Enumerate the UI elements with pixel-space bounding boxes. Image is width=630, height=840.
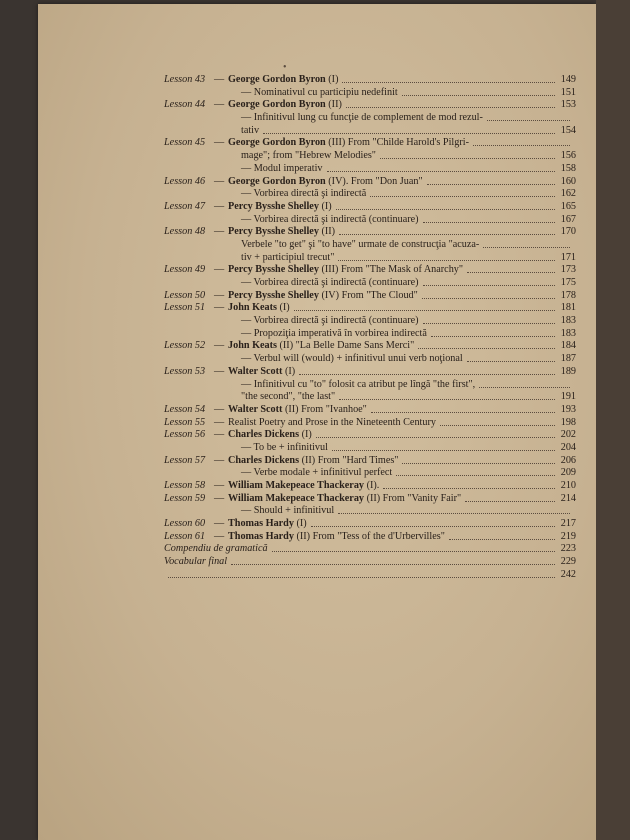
page-number: 187 xyxy=(560,353,576,365)
dot-leader xyxy=(342,82,555,83)
page-number: 171 xyxy=(560,251,576,263)
dot-leader xyxy=(423,285,555,286)
dot-leader xyxy=(422,298,555,299)
entry-text xyxy=(241,239,479,252)
lesson-dash: — xyxy=(214,340,225,352)
entry-author: Walter Scott xyxy=(228,365,283,377)
lesson-dash: — xyxy=(214,365,225,377)
entry-title: — Verbul will (would) + infinitivul unui verb noţional xyxy=(241,353,463,365)
entry-title: — Infinitivul cu "to" folosit ca atribut pe lîngă "the first", xyxy=(241,378,476,390)
entry-author: George Gordon Byron xyxy=(228,137,326,149)
lesson-dash: — xyxy=(214,416,225,428)
entry-text xyxy=(228,531,445,544)
lesson-label: Lesson 60 xyxy=(164,518,206,530)
toc-row xyxy=(38,366,596,379)
lesson-label: Lesson 50 xyxy=(164,289,206,301)
entry-text xyxy=(241,353,463,366)
toc-row xyxy=(38,518,596,531)
entry-author: George Gordon Byron xyxy=(228,74,326,85)
book-page xyxy=(38,4,596,840)
page-number: 158 xyxy=(560,162,576,174)
lesson-label: Lesson 52 xyxy=(164,340,206,352)
entry-title: (I) xyxy=(318,200,332,212)
entry-title: — To be + infinitivul xyxy=(241,441,328,453)
page-number: 149 xyxy=(560,74,576,85)
entry-text xyxy=(241,277,419,290)
page-number: 156 xyxy=(560,150,576,162)
toc-row xyxy=(38,391,596,404)
lesson-dash: — xyxy=(214,429,225,441)
entry-text xyxy=(228,302,290,315)
page-number: 217 xyxy=(560,518,576,530)
entry-text xyxy=(228,340,414,353)
lesson-label: Lesson 47 xyxy=(164,200,206,212)
toc-row xyxy=(38,328,596,341)
dot-leader xyxy=(272,551,555,552)
entry-text xyxy=(228,493,461,506)
dot-leader xyxy=(339,399,555,400)
lesson-dash: — xyxy=(214,518,225,530)
lesson-dash: — xyxy=(214,200,225,212)
entry-title: — Propoziţia imperativă în vorbirea indirectă xyxy=(241,327,427,339)
entry-text xyxy=(228,455,398,468)
toc-row xyxy=(38,214,596,227)
dot-leader xyxy=(370,196,555,197)
dot-leader xyxy=(294,310,555,311)
entry-title: Realist Poetry and Prose in the Nineteenth Century xyxy=(228,416,436,428)
toc-row xyxy=(38,353,596,366)
entry-author: Percy Bysshe Shelley xyxy=(228,289,319,301)
page-number: 229 xyxy=(560,556,576,568)
toc-row xyxy=(38,150,596,163)
entry-title: Verbele "to get" şi "to have" urmate de construcţia "acuza- xyxy=(241,238,480,250)
page-number: 160 xyxy=(560,175,576,187)
dot-leader xyxy=(346,107,555,108)
dot-leader xyxy=(380,158,555,159)
dot-leader xyxy=(473,145,570,146)
lesson-dash: — xyxy=(214,492,225,504)
entry-text xyxy=(241,214,419,227)
lesson-dash: — xyxy=(214,99,225,111)
lesson-label: Lesson 43 xyxy=(164,74,206,85)
dot-leader xyxy=(440,425,555,426)
entry-title: (I) xyxy=(276,302,290,314)
lesson-label: Lesson 49 xyxy=(164,264,206,276)
dot-leader xyxy=(467,272,555,273)
toc-row xyxy=(38,176,596,189)
entry-author: Charles Dickens xyxy=(228,454,300,466)
page-number: 167 xyxy=(560,213,576,225)
entry-text xyxy=(241,379,475,392)
page-number: 154 xyxy=(560,124,576,136)
entry-text xyxy=(241,252,334,265)
lesson-label: Lesson 51 xyxy=(164,302,206,314)
toc-row xyxy=(38,290,596,303)
page-number: 153 xyxy=(560,99,576,111)
lesson-label: Lesson 56 xyxy=(164,429,206,441)
page-number: 210 xyxy=(560,480,576,491)
page-number: 242 xyxy=(560,568,576,580)
entry-title: "the second", "the last" xyxy=(241,391,336,403)
entry-author: John Keats xyxy=(228,302,277,314)
entry-text xyxy=(241,391,335,404)
toc-row xyxy=(38,315,596,328)
dot-leader xyxy=(479,387,570,388)
entry-text xyxy=(228,429,312,442)
dot-leader xyxy=(316,437,555,438)
entry-text xyxy=(241,328,427,341)
dot-leader xyxy=(311,526,555,527)
dot-leader xyxy=(371,412,555,413)
toc-row xyxy=(38,277,596,290)
page-mark: • xyxy=(283,62,287,73)
entry-title: — Vorbirea directă şi indirectă (continuare) xyxy=(241,213,419,225)
dot-leader xyxy=(423,222,555,223)
entry-title: (IV) From "The Cloud" xyxy=(318,289,418,301)
entry-title: (II) From "Tess of the d'Urbervilles" xyxy=(293,530,445,542)
dot-leader xyxy=(402,95,555,96)
dot-leader xyxy=(483,247,570,248)
lesson-dash: — xyxy=(214,302,225,314)
entry-text xyxy=(228,518,307,531)
lesson-label: Vocabular final xyxy=(164,556,228,568)
page-number: 198 xyxy=(560,416,576,428)
dot-leader xyxy=(467,361,555,362)
toc-row xyxy=(38,99,596,112)
entry-title: — Vorbirea directă şi indirectă (continuare) xyxy=(241,315,419,327)
page-number: 193 xyxy=(560,403,576,415)
entry-title: — Infinitivul lung cu funcţie de complement de mod rezul- xyxy=(241,112,483,124)
entry-title: (III) From "Childe Harold's Pilgri- xyxy=(325,137,469,149)
lesson-dash: — xyxy=(214,289,225,301)
toc-row xyxy=(38,137,596,150)
toc-row xyxy=(38,404,596,417)
lesson-label: Compendiu de gramatică xyxy=(164,543,268,555)
toc-row xyxy=(38,569,596,582)
page-number: 181 xyxy=(560,302,576,314)
entry-text xyxy=(228,417,436,430)
lesson-dash: — xyxy=(214,175,225,187)
dot-leader xyxy=(263,133,555,134)
entry-author: John Keats xyxy=(228,340,277,352)
toc-row xyxy=(38,543,596,556)
toc-row xyxy=(38,87,596,100)
entry-text xyxy=(241,188,366,201)
lesson-label: Lesson 45 xyxy=(164,137,206,149)
book-spine xyxy=(596,0,630,840)
toc-row xyxy=(38,226,596,239)
entry-author: George Gordon Byron xyxy=(228,99,326,111)
page-number: 214 xyxy=(560,492,576,504)
lesson-label: Lesson 46 xyxy=(164,175,206,187)
toc-row xyxy=(38,264,596,277)
dot-leader xyxy=(336,209,555,210)
page-number: 183 xyxy=(560,327,576,339)
entry-text xyxy=(228,137,469,150)
entry-text xyxy=(241,467,392,480)
entry-text xyxy=(228,74,338,87)
lesson-dash: — xyxy=(214,264,225,276)
toc-row xyxy=(38,455,596,468)
lesson-dash: — xyxy=(214,137,225,149)
entry-text xyxy=(228,290,418,303)
entry-title: (I) xyxy=(325,74,339,85)
lesson-label: Lesson 59 xyxy=(164,492,206,504)
lesson-dash: — xyxy=(214,403,225,415)
entry-author: Percy Bysshe Shelley xyxy=(228,226,319,238)
toc-row xyxy=(38,340,596,353)
page-number: 173 xyxy=(560,264,576,276)
entry-author: Percy Bysshe Shelley xyxy=(228,264,319,276)
entry-author: Walter Scott xyxy=(228,403,283,415)
page-number: 223 xyxy=(560,543,576,555)
entry-text xyxy=(241,87,398,100)
toc-row xyxy=(38,417,596,430)
toc-row xyxy=(38,188,596,201)
entry-title: — Verbe modale + infinitivul perfect xyxy=(241,467,393,479)
dot-leader xyxy=(339,234,555,235)
entry-text xyxy=(228,99,342,112)
entry-author: William Makepeace Thackeray xyxy=(228,480,365,491)
page-number: 189 xyxy=(560,365,576,377)
entry-author: Thomas Hardy xyxy=(228,518,294,530)
entry-text xyxy=(228,226,335,239)
toc-row xyxy=(38,112,596,125)
lesson-dash: — xyxy=(214,530,225,542)
toc-row xyxy=(38,201,596,214)
entry-text xyxy=(228,264,463,277)
toc-row xyxy=(38,429,596,442)
entry-text xyxy=(241,442,328,455)
toc-row xyxy=(38,125,596,138)
lesson-label: Lesson 48 xyxy=(164,226,206,238)
entry-text xyxy=(241,112,483,125)
page-number: 184 xyxy=(560,340,576,352)
entry-text xyxy=(228,480,379,493)
entry-title: — Should + infinitivul xyxy=(241,505,335,517)
entry-text xyxy=(241,315,419,328)
dot-leader xyxy=(338,260,555,261)
lesson-label: Lesson 53 xyxy=(164,365,206,377)
toc-row xyxy=(38,379,596,392)
page-number: 170 xyxy=(560,226,576,238)
dot-leader xyxy=(332,450,555,451)
lesson-label: Lesson 58 xyxy=(164,480,206,491)
toc-row xyxy=(38,74,596,87)
entry-title: — Vorbirea directă şi indirectă (continuare) xyxy=(241,277,419,288)
page-number: 165 xyxy=(560,200,576,212)
page-number: 183 xyxy=(560,315,576,327)
dot-leader xyxy=(338,513,570,514)
entry-text xyxy=(228,404,367,417)
entry-author: Thomas Hardy xyxy=(228,530,294,542)
toc-row xyxy=(38,480,596,493)
dot-leader xyxy=(418,348,555,349)
lesson-label: Lesson 54 xyxy=(164,403,206,415)
dot-leader xyxy=(465,501,555,502)
toc-row xyxy=(38,493,596,506)
page-number: 151 xyxy=(560,86,576,98)
dot-leader xyxy=(423,323,555,324)
toc-row xyxy=(38,556,596,569)
lesson-dash: — xyxy=(214,454,225,466)
lesson-dash: — xyxy=(214,480,225,491)
toc-row xyxy=(38,302,596,315)
toc-row xyxy=(38,442,596,455)
entry-text xyxy=(228,201,332,214)
toc-row xyxy=(38,252,596,265)
entry-title: tativ xyxy=(241,124,260,136)
page-number: 175 xyxy=(560,277,576,288)
entry-title: (I) xyxy=(293,518,307,530)
entry-text xyxy=(228,366,295,379)
entry-title: (II) "La Belle Dame Sans Merci" xyxy=(276,340,415,352)
entry-title: — Modul imperativ xyxy=(241,162,323,174)
entry-text xyxy=(241,125,259,138)
page-number: 206 xyxy=(560,454,576,466)
page-number: 204 xyxy=(560,441,576,453)
table-of-contents xyxy=(38,74,596,582)
dot-leader xyxy=(431,336,555,337)
entry-title: (IV). From "Don Juan" xyxy=(325,175,423,187)
entry-title: tiv + participiul trecut" xyxy=(241,251,335,263)
page-number: 202 xyxy=(560,429,576,441)
toc-row xyxy=(38,163,596,176)
entry-text xyxy=(228,176,423,189)
lesson-dash: — xyxy=(214,226,225,238)
dot-leader xyxy=(299,374,555,375)
entry-title: mage"; from "Hebrew Melodies" xyxy=(241,150,376,162)
dot-leader xyxy=(427,184,555,185)
entry-title: (II) xyxy=(325,99,342,111)
toc-row xyxy=(38,531,596,544)
dot-leader xyxy=(449,539,555,540)
dot-leader xyxy=(327,171,555,172)
entry-title: (I) xyxy=(282,365,296,377)
toc-row xyxy=(38,505,596,518)
entry-title: (II) xyxy=(318,226,336,238)
entry-author: Percy Bysshe Shelley xyxy=(228,200,319,212)
dot-leader xyxy=(168,577,555,578)
toc-row xyxy=(38,467,596,480)
dot-leader xyxy=(396,475,555,476)
entry-title: (I) xyxy=(299,429,312,441)
entry-title: (II) From "Hard Times" xyxy=(299,454,399,466)
entry-text xyxy=(241,150,376,163)
dot-leader xyxy=(231,564,555,565)
entry-title: — Vorbirea directă şi indirectă xyxy=(241,188,367,200)
entry-author: William Makepeace Thackeray xyxy=(228,492,365,504)
entry-text xyxy=(241,163,323,176)
lesson-dash: — xyxy=(214,74,225,85)
entry-author: Charles Dickens xyxy=(228,429,300,441)
entry-title: (II) From "Vanity Fair" xyxy=(364,492,462,504)
entry-title: (II) From "Ivanhoe" xyxy=(282,403,367,415)
lesson-label: Lesson 57 xyxy=(164,454,206,466)
page-number: 162 xyxy=(560,188,576,200)
lesson-label: Lesson 61 xyxy=(164,530,206,542)
entry-text xyxy=(241,505,334,518)
dot-leader xyxy=(383,488,555,489)
page-number: 209 xyxy=(560,467,576,479)
dot-leader xyxy=(487,120,570,121)
page-number: 178 xyxy=(560,289,576,301)
toc-row xyxy=(38,239,596,252)
dot-leader xyxy=(402,463,555,464)
entry-title: (III) From "The Mask of Anarchy" xyxy=(318,264,464,276)
lesson-label: Lesson 44 xyxy=(164,99,206,111)
entry-author: George Gordon Byron xyxy=(228,175,326,187)
page-number: 191 xyxy=(560,391,576,403)
entry-title: (I). xyxy=(364,480,380,491)
entry-title: — Nominativul cu participiu nedefinit xyxy=(241,86,398,98)
page-number: 219 xyxy=(560,530,576,542)
lesson-label: Lesson 55 xyxy=(164,416,206,428)
